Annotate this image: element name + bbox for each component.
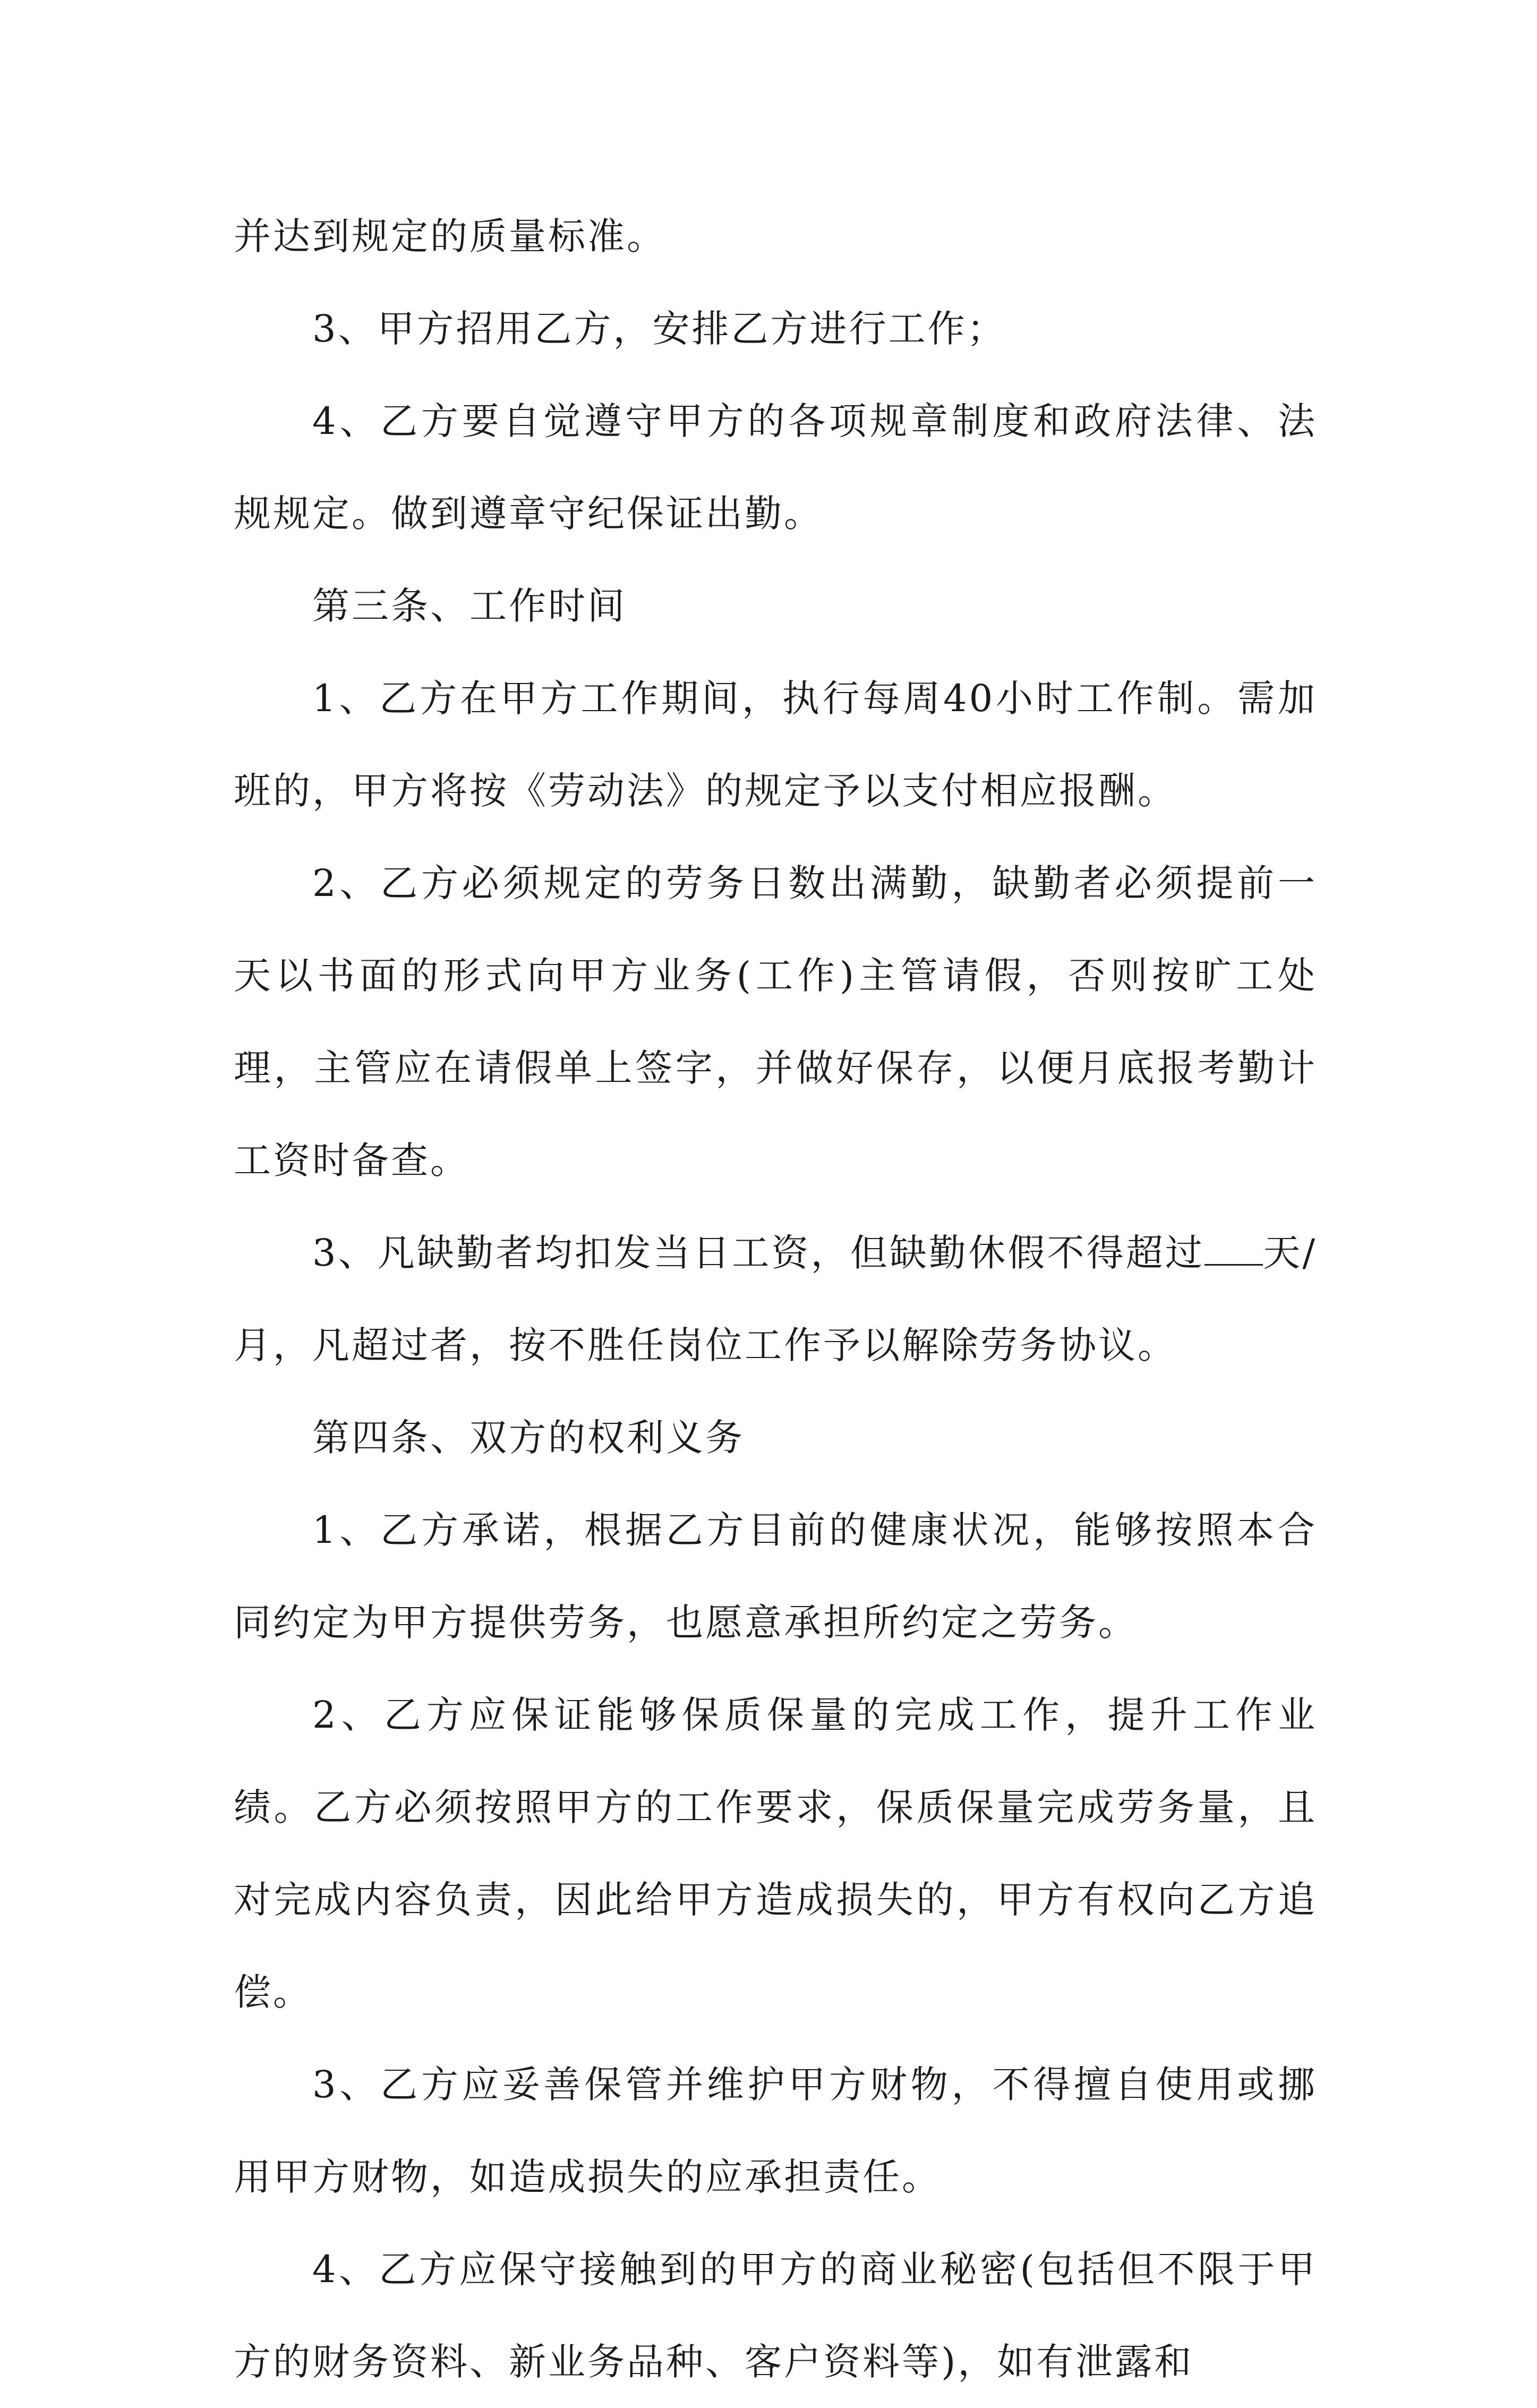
paragraph-quality-standard: 并达到规定的质量标准。 bbox=[234, 215, 666, 258]
paragraph-work-time-2: 2、乙方必须规定的劳务日数出满勤，缺勤者必须提前一天以书面的形式向甲方业务(工作)主管请假，否则按旷工处理，主管应在请假单上签字，并做好保存，以便月底报考勤计工资时备查。 bbox=[234, 861, 1317, 1182]
paragraph-rights-2: 2、乙方应保证能够保质保量的完成工作，提升工作业绩。乙方必须按照甲方的工作要求，保质保量完成劳务量，且对完成内容负责，因此给甲方造成损失的，甲方有权向乙方追偿。 bbox=[234, 1693, 1317, 2014]
paragraph-rights-1: 1、乙方承诺，根据乙方目前的健康状况，能够按照本合同约定为甲方提供劳务，也愿意承担所约定之劳务。 bbox=[234, 1508, 1317, 1644]
paragraph-work-time-3-after: 天/月，凡超过者，按不胜任岗位工作予以解除劳务协议。 bbox=[234, 1231, 1317, 1367]
section-heading-work-time: 第三条、工作时间 bbox=[312, 584, 627, 628]
paragraph-rights-4: 4、乙方应保守接触到的甲方的商业秘密(包括但不限于甲方的财务资料、新业务品种、客户资料等)，如有泄露和 bbox=[234, 2248, 1317, 2384]
paragraph-clause-4: 4、乙方要自觉遵守甲方的各项规章制度和政府法律、法规规定。做到遵章守纪保证出勤。 bbox=[234, 399, 1317, 535]
paragraph-work-time-3 bbox=[234, 1207, 1317, 1391]
contract-body bbox=[234, 190, 1317, 2408]
paragraph-work-time-1: 1、乙方在甲方工作期间，执行每周40小时工作制。需加班的，甲方将按《劳动法》的规定予以支付相应报酬。 bbox=[234, 677, 1317, 813]
fill-in-blank-days bbox=[1205, 1232, 1263, 1266]
paragraph-clause-3: 3、甲方招用乙方，安排乙方进行工作； bbox=[312, 307, 1006, 351]
section-heading-rights-obligations: 第四条、双方的权利义务 bbox=[312, 1416, 745, 1459]
paragraph-rights-3: 3、乙方应妥善保管并维护甲方财物，不得擅自使用或挪用甲方财物，如造成损失的应承担责任。 bbox=[234, 2063, 1317, 2199]
paragraph-work-time-3-before: 3、凡缺勤者均扣发当日工资，但缺勤休假不得超过 bbox=[312, 1231, 1205, 1275]
